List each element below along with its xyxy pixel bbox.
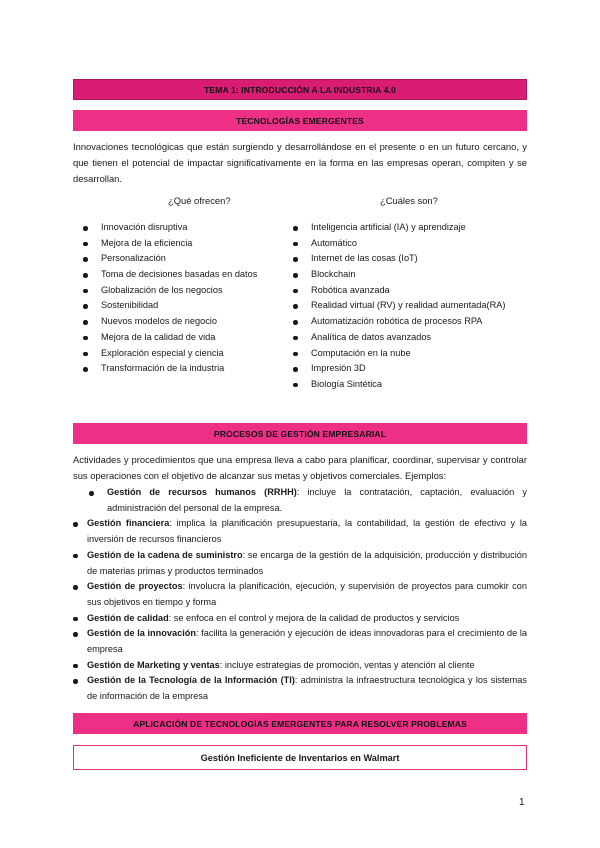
section-banner-business-processes: [73, 423, 527, 444]
section-title: APLICACIÓN DE TECNOLOGÍAS EMERGENTES PARA RESOLVER PROBLEMAS: [133, 718, 467, 729]
process-description: : administra la infraestructura tecnológica y los sistemas de información de la empresa: [87, 675, 527, 702]
process-term: Gestión de la cadena de suministro: [87, 549, 243, 560]
offer-list-item: Mejora de la eficiencia: [83, 236, 257, 252]
offer-list-item: Personalización: [83, 251, 257, 267]
process-term: Gestión de la innovación: [87, 628, 196, 639]
technology-list-item: Internet de las cosas (IoT): [293, 251, 505, 267]
process-description: : se enfoca en el control y mejora de la calidad de productos y servicios: [168, 612, 460, 623]
technology-list-item: Impresión 3D: [293, 361, 505, 377]
offers-list: [83, 220, 257, 377]
process-list-item: [73, 516, 527, 547]
offer-list-item: Exploración especial y ciencia: [83, 346, 257, 362]
offer-list-item: Globalización de los negocios: [83, 283, 257, 299]
chapter-title-banner: [73, 79, 527, 100]
process-term: Gestión de la Tecnología de la Información (TI): [87, 675, 295, 686]
process-list-item: [73, 611, 527, 627]
offer-list-item: Transformación de la industria: [83, 361, 257, 377]
process-list-item: [73, 673, 527, 704]
technology-list-item: Blockchain: [293, 267, 505, 283]
chapter-title: TEMA 1: INTRODUCCIÓN A LA INDUSTRIA 4.0: [204, 84, 396, 95]
technology-list-item: Automatización robótica de procesos RPA: [293, 314, 505, 330]
technologies-column-title: ¿Cuáles son?: [380, 195, 438, 206]
process-description: : se encarga de la gestión de la adquisición, producción y distribución de materias primas y productos terminados: [87, 549, 527, 576]
process-list-item: [73, 548, 527, 579]
process-term: Gestión de Marketing y ventas: [87, 659, 220, 670]
process-description: : incluye estrategias de promoción, ventas y atención al cliente: [219, 659, 475, 670]
page-number: 1: [519, 797, 525, 808]
technology-list-item: Realidad virtual (RV) y realidad aumentada(RA): [293, 298, 505, 314]
process-list-item: [73, 485, 527, 516]
process-description: : facilita la generación y ejecución de ideas innovadoras para el crecimiento de la empresa: [87, 628, 527, 655]
offer-list-item: Sostenibilidad: [83, 298, 257, 314]
process-term: Gestión de proyectos: [87, 581, 183, 592]
technology-list-item: Computación en la nube: [293, 346, 505, 362]
offer-list-item: Toma de decisiones basadas en datos: [83, 267, 257, 283]
case-study-box: [73, 745, 527, 770]
technologies-list: [293, 220, 505, 393]
section-title: TECNOLOGÍAS EMERGENTES: [236, 115, 364, 126]
offer-list-item: Mejora de la calidad de vida: [83, 330, 257, 346]
technology-list-item: Robótica avanzada: [293, 283, 505, 299]
case-study-title: Gestión Ineficiente de Inventarios en Walmart: [200, 752, 400, 763]
business-processes-list: [73, 485, 527, 705]
offer-list-item: Innovación disruptiva: [83, 220, 257, 236]
process-list-item: [73, 579, 527, 610]
section-banner-applications: [73, 713, 527, 734]
process-description: : involucra la planificación, ejecución, y supervisión de proyectos para cumokir con sus objetivos en tiempo y forma: [87, 581, 527, 607]
process-description: : implica la planificación presupuestaria, la contabilidad, la gestión de efectivo y la inversión de recursos financieros: [87, 518, 527, 545]
technology-list-item: Analítica de datos avanzados: [293, 330, 505, 346]
section-title: PROCESOS DE GESTIÓN EMPRESARIAL: [213, 428, 387, 439]
process-list-item: [73, 626, 527, 657]
section-banner-emerging-tech: [73, 110, 527, 131]
process-list-item: [73, 658, 527, 674]
process-term: Gestión de calidad: [87, 612, 169, 623]
business-processes-definition: Actividades y procedimientos que una empresa lleva a cabo para planificar, coordinar, supervisar y controlar sus operaciones con el objetivo de alcanzar sus metas y objetivos comerciales. Ejemplos:: [73, 454, 527, 481]
process-term: Gestión de recursos humanos (RRHH): [107, 487, 297, 497]
technology-list-item: Inteligencia artificial (IA) y aprendizaje: [293, 220, 505, 236]
offers-column-title: ¿Qué ofrecen?: [168, 195, 231, 206]
emerging-tech-definition: Innovaciones tecnológicas que están surgiendo y desarrollándose en el presente o en un futuro cercano, y que tienen el potencial de impactar significativamente en la forma en las empresas operan, compiten y se desarrollan.: [73, 141, 527, 184]
offer-list-item: Nuevos modelos de negocio: [83, 314, 257, 330]
process-description: : incluye la contratación, captación, evaluación y administración del personal de la empresa.: [107, 487, 527, 513]
technology-list-item: Biología Sintética: [293, 377, 505, 393]
technology-list-item: Automático: [293, 236, 505, 252]
process-term: Gestión financiera: [87, 518, 170, 529]
